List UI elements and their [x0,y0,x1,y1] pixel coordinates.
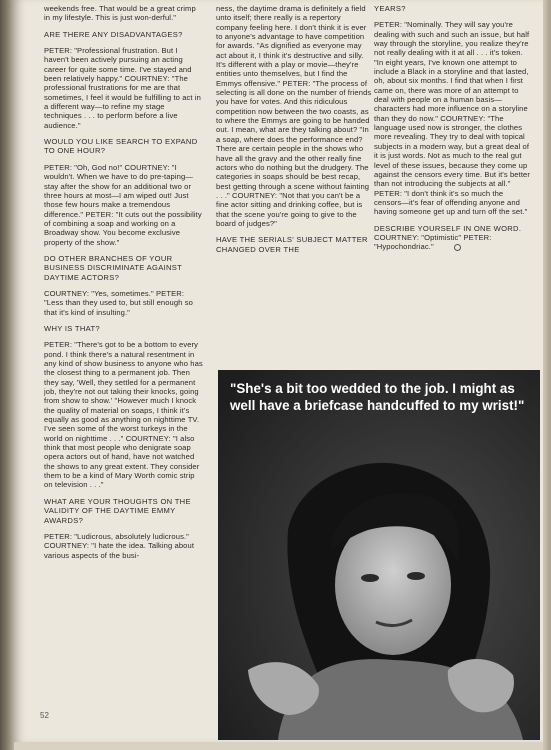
interview-question: YEARS? [374,4,406,13]
paragraph: PETER: "Ludicrous, absolutely ludicrous." COURTNEY: "I hate the idea. Talking about various aspects of the busi- [44,531,195,560]
interview-question: WHY IS THAT? [44,323,100,333]
paragraph: PETER: "Oh, God no!" COURTNEY: "I wouldn't. When we have to do pre-taping—stay after the show for an additional two or three hours at most—I am wiped out! Just those few hours make a tremendous difference." PETER: "It cuts out the possibility of combining a soap and working on a Broadway show. You become exclusive property of the show." [44,162,202,247]
photo-panel [218,370,540,740]
paragraph: PETER: "There's got to be a bottom to every pond. I think there's a natural resentment in any kind of show business to anyone who has the closest thing to a permanent job. Then they say, 'Well, they settled for a permanent job, they're not out taking their knocks, going from show to show.' "However much I knock the quality of material on soaps, I think it's equally as good as anything on nighttime TV. I've seen some of the worst turkeys in the world on nighttime . . ." COURTNEY: "I also think that most people who denigrate soap opera actors out of hand, have not watched the shows to any great extent. They consider them to be a kind of Mary Worth comic strip on television . . ." [44,340,203,490]
interview-question: WHAT ARE YOUR THOUGHTS ON THE VALIDITY OF THE DAYTIME EMMY AWARDS? [44,496,191,525]
paragraph: PETER: "Nominally. They will say you're dealing with such and such an issue, but half way through the storyline, you realize they're not really dealing with it at all . . . it's token. "In eight years, I've known one attempt to include a Black in a storyline and that lasted, oh, about six months. I find that when I first came on, there was more of an attempt to deal with people on a human basis—characters had more influence on a storyline than they do now." COURTNEY: "The language used now is stronger, the clothes more revealing. They try to deal with topical subjects in a modern way, but a great deal of it is just words. Not as much to the real gut level of these issues, because they come up against the censors every time. But it's better than not introducing the subjects at all." PETER: "I don't think it's so much the censors—it's fear of offending anyone and having someone get up and turn off the set." [374,20,530,217]
courtney-photo [218,370,540,740]
page-binding [0,0,14,750]
pull-quote: "She's a bit too wedded to the job. I might as well have a briefcase handcuffed to my wrist!" [230,381,525,413]
interview-question: ARE THERE ANY DISADVANTAGES? [44,29,183,39]
paragraph [374,233,530,252]
column-left [44,4,204,560]
column-right [374,4,530,252]
paragraph: PETER: "Professional frustration. But I haven't been actively pursuing an acting career for quite some time. I've stayed and been relatively happy." COURTNEY: "The professional frustrations for me are that sometimes, I feel it would be fulfilling to act in a different way—to refine my stage techniques . . . to perform before a live audience." [44,46,201,130]
page-number: 52 [40,711,49,720]
interview-question: DO OTHER BRANCHES OF YOUR BUSINESS DISCRIMINATE AGAINST DAYTIME ACTORS? [44,253,182,282]
interview-question: DESCRIBE YOURSELF IN ONE WORD. [374,223,522,233]
interview-question: HAVE THE SERIALS' SUBJECT MATTER CHANGED OVER THE [216,235,368,254]
paragraph: COURTNEY: "Yes, sometimes." PETER: "Less than they used to, but still enough so that it's kind of insulting." [44,288,193,317]
answer-text: COURTNEY: "Optimistic" PETER: "Hypochondriac." [374,232,492,252]
end-of-article-mark [454,244,461,251]
interview-question: WOULD YOU LIKE SEARCH TO EXPAND TO ONE HOUR? [44,137,198,156]
page-edge [543,0,551,750]
paragraph: ness, the daytime drama is definitely a field unto itself; there really is a repertory company feeling here. I don't think it is ever to anyone's advantage to have competition for awards. "As dignified as everyone may act about it, I think it's destructive and silly. It's different with a play or movie—they're entities unto themselves, but I find the Emmys offensive." PETER: "The process of selecting is all done on the number of friends you have for votes. And this ridiculous competition now between the two coasts, as to where the Emmys are going to be handed out. I mean, what are they talking about? "In a soap, where does the performance end? There are certain people in the shows who have all the gravy and the other really fine actors who do nothing but the drudgery. The categories in soaps should be best recap, best getting through a scene without fainting . . ." COURTNEY: "Not that you can't be a fine actor sitting and drinking coffee, but is that the scene you're going to give to the board of judges?" [216,4,372,228]
paragraph: weekends free. That would be a great crimp in my lifestyle. This is just won-derful." [44,4,196,23]
column-middle [216,4,372,254]
